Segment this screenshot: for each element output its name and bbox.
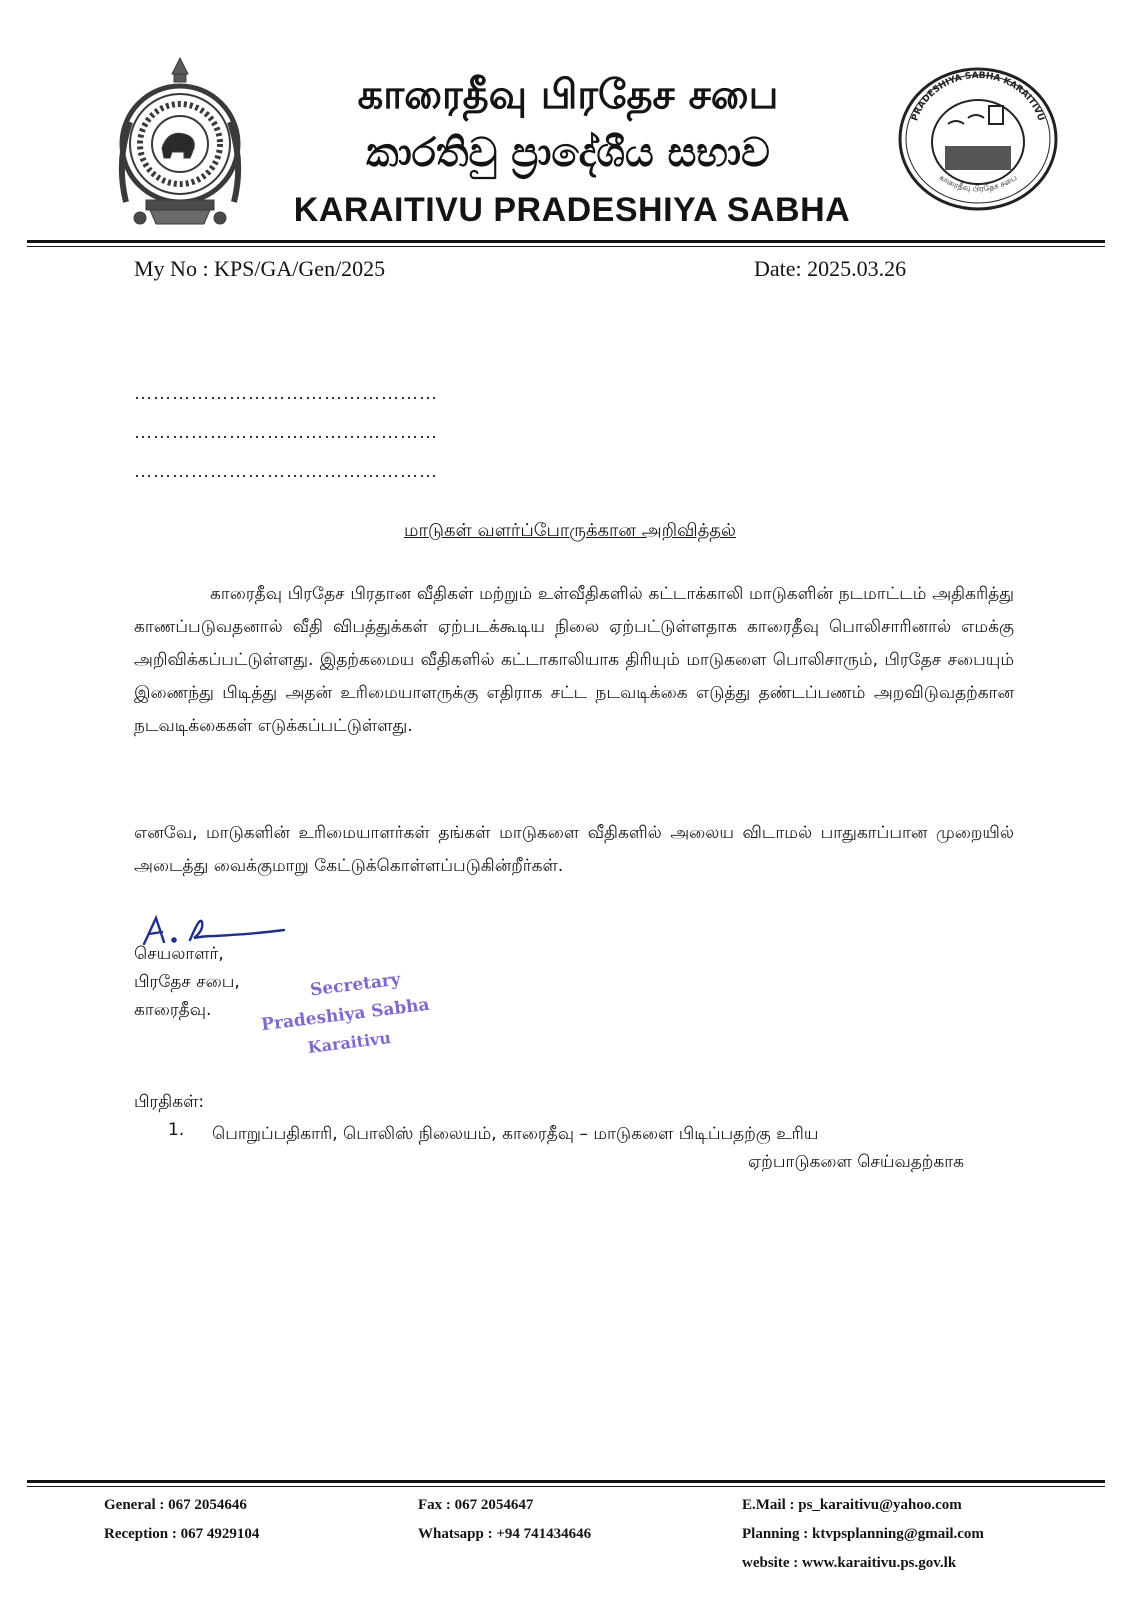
copy-item [212, 1120, 964, 1176]
copies-label: பிரதிகள்: [134, 1092, 205, 1112]
title-english: KARAITIVU PRADESHIYA SABHA [293, 191, 851, 229]
copy-item-line-2: ஏற்பாடுகளை செய்வதற்காக [748, 1152, 964, 1172]
body-paragraph-2-text: எனவே, மாடுகளின் உரிமையாளர்கள் தங்கள் மாடுகளை வீதிகளில் அலைய விடாமல் பாதுகாப்பான முறையில் அடைத்து வைக்குமாறு கேட்டுக்கொள்ளப்படுகின்றீர்கள். [134, 823, 1014, 876]
footer-fax: Fax : 067 2054647 [418, 1497, 534, 1513]
address-line-2: ………………………………………… [134, 422, 438, 442]
letter-date: Date: 2025.03.26 [754, 256, 907, 281]
title-tamil: காரைதீவு பிரதேச சபை [357, 72, 779, 118]
stamp-line-1: Secretary [309, 969, 402, 1001]
seal-text-top: PRADESHIYA SABHA KARAITIVU [910, 70, 1046, 123]
council-seal-icon [893, 64, 1063, 214]
national-emblem-icon [110, 52, 250, 232]
footer-email: E.Mail : ps_karaitivu@yahoo.com [742, 1497, 962, 1513]
header-rule-thin [27, 246, 1105, 247]
official-stamp [258, 968, 438, 1058]
footer-website: website : www.karaitivu.ps.gov.lk [742, 1555, 957, 1571]
seal-text-bottom: காரைதீவு பிரதேச சபை [937, 172, 1019, 194]
footer-rule [27, 1480, 1105, 1483]
body-paragraph-1-text: காரைதீவு பிரதேச பிரதான வீதிகள் மற்றும் உள்வீதிகளில் கட்டாக்காலி மாடுகளின் நடமாட்டம் அதிகரித்து காணப்படுவதனால் வீதி விபத்துக்கள் ஏற்படக்கூடிய நிலை ஏற்பட்டுள்ளதாக காரைதீவு பொலிசாரினால் எமக்கு அறிவிக்கப்பட்டுள்ளது. இதற்கமைய வீதிகளில் கட்டாகாலியாக திரியும் மாடுகளை பொலிசாரும், பிரதேச சபையும் இணைந்து பிடித்து அதன் உரிமையாளருக்கு எதிராக சட்ட நடவடிக்கை எடுத்து தண்டப்பணம் அறவிடுவதற்கான நடவடிக்கைகள் எடுக்கப்பட்டுள்ளது. [134, 584, 1014, 736]
footer-reception-phone: Reception : 067 4929104 [104, 1526, 260, 1542]
signatory-place: காரைதீவு. [134, 1000, 212, 1020]
address-line-3: ………………………………………… [134, 461, 438, 481]
header-rule [27, 240, 1105, 243]
title-sinhala: කාරතිවු ප්‍රාදේශීය සභාව [366, 130, 770, 176]
copy-item-line-1: பொறுப்பதிகாரி, பொலிஸ் நிலையம், காரைதீவு – மாடுகளை பிடிப்பதற்கு உரிய [212, 1124, 819, 1144]
reference-number: My No : KPS/GA/Gen/2025 [134, 256, 386, 281]
signatory-designation: செயலாளர், [134, 944, 224, 964]
signatory-office: பிரதேச சபை, [134, 972, 240, 992]
body-paragraph-1 [134, 578, 1014, 743]
footer-whatsapp: Whatsapp : +94 741434646 [418, 1526, 592, 1542]
letter-subject: மாடுகள் வளர்ப்போருக்கான அறிவித்தல் [404, 520, 736, 541]
copy-item-number: 1. [168, 1120, 185, 1140]
footer-rule-thin [27, 1486, 1105, 1487]
body-paragraph-2 [134, 817, 1014, 883]
footer-planning-email: Planning : ktvpsplanning@gmail.com [742, 1526, 984, 1542]
stamp-line-2: Pradeshiya Sabha [260, 994, 431, 1036]
address-line-1: ………………………………………… [134, 383, 438, 403]
footer-general-phone: General : 067 2054646 [104, 1497, 247, 1513]
stamp-line-3: Karaitivu [306, 1028, 392, 1058]
